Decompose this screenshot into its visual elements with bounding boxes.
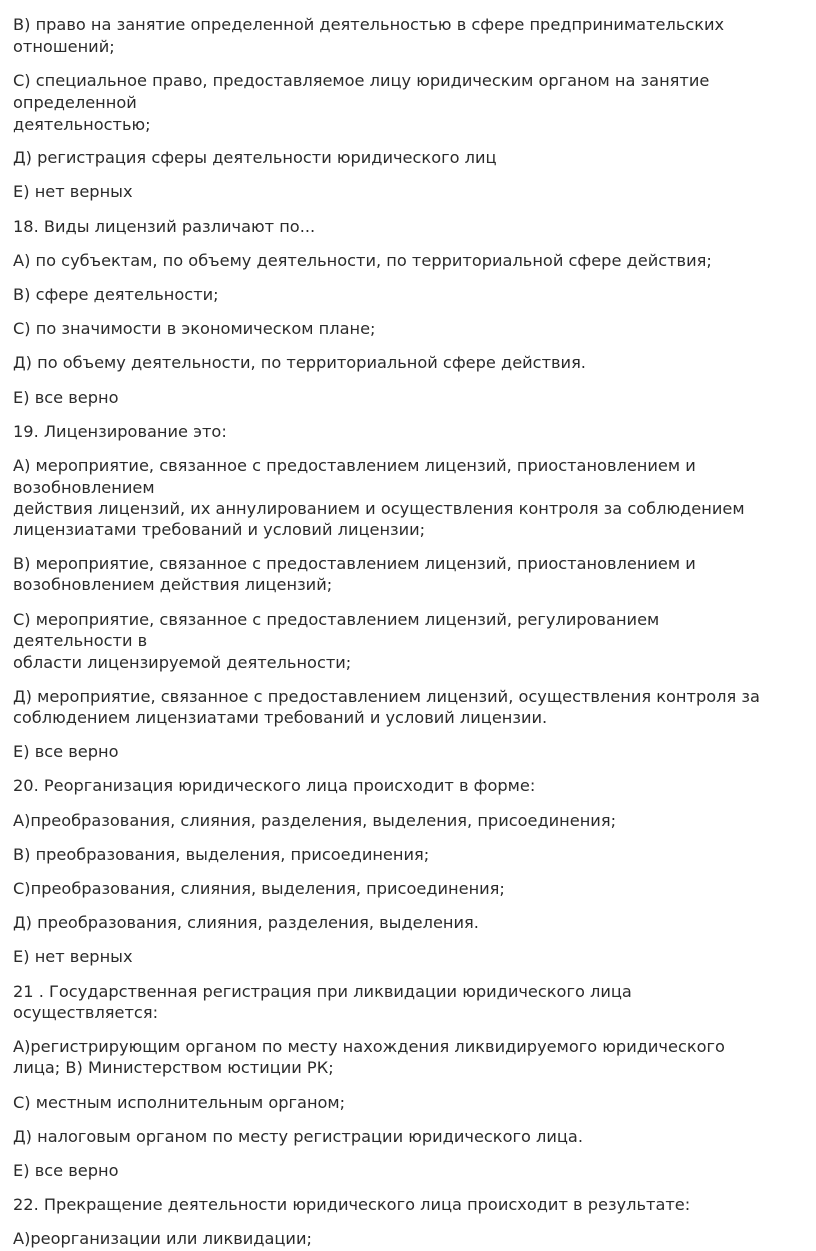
text-line: осуществляется:: [13, 1003, 159, 1022]
text-line: Е) все верно: [13, 1161, 119, 1180]
text-line: определенной: [13, 93, 137, 112]
text-line: Д) мероприятие, связанное с предоставлением лицензий, осуществления контроля за: [13, 687, 760, 706]
text-line: Е) все верно: [13, 742, 119, 761]
text-line: В) сфере деятельности;: [13, 285, 219, 304]
text-line: 19. Лицензирование это:: [13, 422, 227, 441]
text-line: 22. Прекращение деятельности юридического лица происходит в результате:: [13, 1195, 691, 1214]
text-line: лицензиатами требований и условий лицензии;: [13, 520, 426, 539]
text-line: С) специальное право, предоставляемое лицу юридическим органом на занятие: [13, 71, 710, 90]
text-line: А)реорганизации или ликвидации;: [13, 1229, 312, 1248]
text-line: А)преобразования, слияния, разделения, выделения, присоединения;: [13, 811, 617, 830]
text-line: Д) по объему деятельности, по территориальной сфере действия.: [13, 353, 586, 372]
text-line: возобновлением: [13, 478, 155, 497]
text-line: деятельности в: [13, 631, 148, 650]
text-line: Д) регистрация сферы деятельности юридического лиц: [13, 148, 497, 167]
text-line: 20. Реорганизация юридического лица происходит в форме:: [13, 776, 536, 795]
text-line: С) мероприятие, связанное с предоставлением лицензий, регулированием: [13, 610, 660, 629]
text-line: В) мероприятие, связанное с предоставлением лицензий, приостановлением и: [13, 554, 696, 573]
text-line: Е) все верно: [13, 388, 119, 407]
text-line: А) по субъектам, по объему деятельности, по территориальной сфере действия;: [13, 251, 712, 270]
text-line: возобновлением действия лицензий;: [13, 575, 333, 594]
text-line: 21 . Государственная регистрация при ликвидации юридического лица: [13, 982, 632, 1001]
text-line: лица; В) Министерством юстиции РК;: [13, 1058, 334, 1077]
text-line: А) мероприятие, связанное с предоставлением лицензий, приостановлением и: [13, 456, 696, 475]
text-line: соблюдением лицензиатами требований и условий лицензии.: [13, 708, 548, 727]
text-line: Е) нет верных: [13, 947, 133, 966]
text-line: Д) преобразования, слияния, разделения, выделения.: [13, 913, 479, 932]
text-line: Е) нет верных: [13, 182, 133, 201]
text-line: действия лицензий, их аннулированием и осуществления контроля за соблюдением: [13, 499, 745, 518]
text-line: В) преобразования, выделения, присоединения;: [13, 845, 430, 864]
text-line: С)преобразования, слияния, выделения, присоединения;: [13, 879, 505, 898]
text-line: Д) налоговым органом по месту регистрации юридического лица.: [13, 1127, 583, 1146]
text-line: отношений;: [13, 37, 115, 56]
text-line: области лицензируемой деятельности;: [13, 653, 352, 672]
text-line: С) по значимости в экономическом плане;: [13, 319, 376, 338]
text-line: А)регистрирующим органом по месту нахождения ликвидируемого юридического: [13, 1037, 725, 1056]
text-line: В) право на занятие определенной деятельностью в сфере предпринимательских: [13, 15, 725, 34]
text-line: С) местным исполнительным органом;: [13, 1093, 346, 1112]
text-line: 18. Виды лицензий различают по...: [13, 217, 316, 236]
text-line: деятельностью;: [13, 115, 151, 134]
